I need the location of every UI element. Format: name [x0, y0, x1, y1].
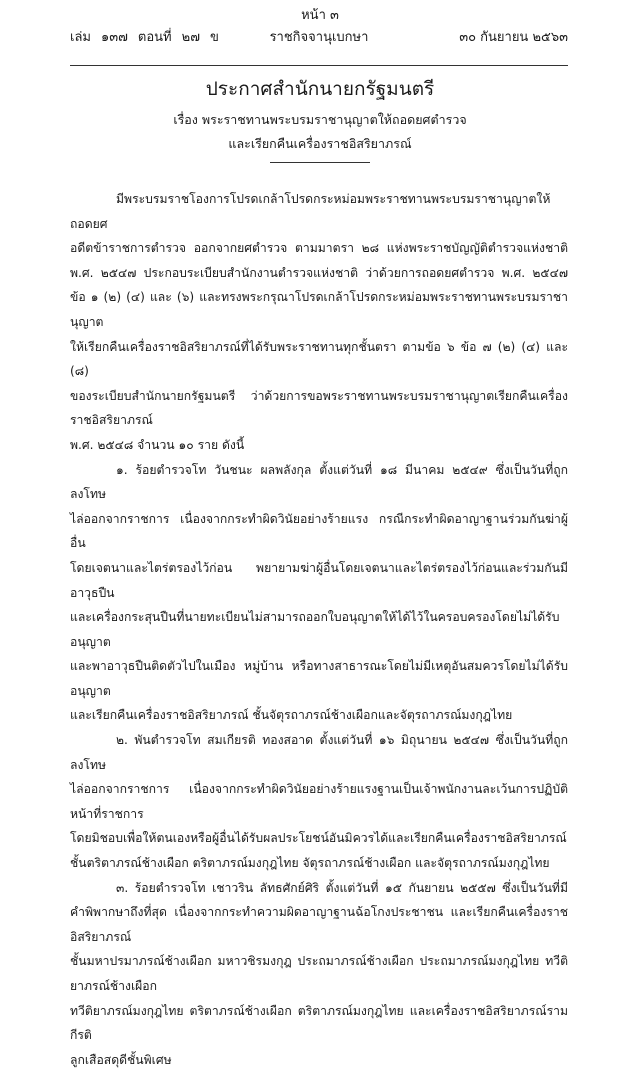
section-type: ข	[209, 30, 219, 45]
item-1-line: ๑. ร้อยตำรวจโท วันชนะ ผลพลังกุล ตั้งแต่วันที่ ๑๘ มีนาคม ๒๕๔๙ ซึ่งเป็นวันที่ถูกลงโทษ	[70, 462, 568, 502]
section-label: ตอนที่	[137, 30, 172, 45]
document-body	[70, 187, 568, 1072]
document-title: ประกาศสำนักนายกรัฐมนตรี	[205, 78, 435, 100]
intro-line: พ.ศ. ๒๕๔๘ จำนวน ๑๐ ราย ดังนี้	[70, 437, 245, 452]
intro-line: ของระเบียบสำนักนายกรัฐมนตรี ว่าด้วยการขอพระราชทานพระบรมราชานุญาตเรียกคืนเครื่องราชอิสริยาภรณ์	[70, 388, 568, 428]
volume-number: ๑๓๗	[100, 30, 128, 45]
intro-line: มีพระบรมราชโองการโปรดเกล้าโปรดกระหม่อมพระราชทานพระบรมราชานุญาตให้ถอดยศ	[70, 192, 551, 231]
section-number: ๒๗	[181, 30, 200, 45]
item-3-line: ลูกเสือสดุดีชั้นพิเศษ	[70, 1052, 172, 1067]
item-3-line: ทวีติยาภรณ์มงกุฎไทย ตริตาภรณ์ช้างเผือก ตริตาภรณ์มงกุฎไทย และเครื่องราชอิสริยาภรณ์รามกีรติ	[70, 1003, 568, 1043]
item-1-line: โดยเจตนาและไตร่ตรองไว้ก่อน พยายามฆ่าผู้อื่นโดยเจตนาและไตร่ตรองไว้ก่อนและร่วมกันมีอาวุธปืน	[70, 560, 568, 600]
intro-line: ข้อ ๑ (๒) (๔) และ (๖) และทรงพระกรุณาโปรดเกล้าโปรดกระหม่อมพระราชทานพระบรมราชานุญาต	[70, 290, 568, 329]
item-1-line: และพาอาวุธปืนติดตัวไปในเมือง หมู่บ้าน หรือทางสาธารณะโดยไม่มีเหตุอันสมควรโดยไม่ได้รับอนุญาต	[70, 659, 568, 698]
item-2-line: ๒. พันตำรวจโท สมเกียรติ ทองสอาด ตั้งแต่วันที่ ๑๖ มิถุนายน ๒๕๔๗ ซึ่งเป็นวันที่ถูกลงโทษ	[70, 733, 568, 772]
page-number: หน้า ๓	[301, 8, 339, 23]
document-subject	[0, 108, 640, 156]
subject-line-1: เรื่อง พระราชทานพระบรมราชานุญาตให้ถอดยศตำรวจ	[173, 112, 467, 127]
intro-line: พ.ศ. ๒๕๔๗ ประกอบระเบียบสำนักงานตำรวจแห่งชาติ ว่าด้วยการถอดยศตำรวจ พ.ศ. ๒๕๔๗	[70, 265, 568, 280]
publication-date: ๓๐ กันยายน ๒๕๖๓	[459, 30, 568, 45]
item-1-line: ไล่ออกจากราชการ เนื่องจากกระทำผิดวินัยอย่างร้ายแรง กรณีกระทำผิดอาญาฐานร่วมกันฆ่าผู้อื่น	[70, 511, 568, 551]
item-3-line: ๓. ร้อยตำรวจโท เชาวริน ลัทธศักย์ศิริ ตั้งแต่วันที่ ๑๕ กันยายน ๒๕๕๗ ซึ่งเป็นวันที่มี	[116, 880, 568, 895]
volume-label: เล่ม	[70, 30, 91, 45]
item-3-line: คำพิพากษาถึงที่สุด เนื่องจากกระทำความผิดอาญาฐานฉ้อโกงประชาชน และเรียกคืนเครื่องราชอิสริยาภรณ์	[70, 905, 568, 944]
subject-line-2: และเรียกคืนเครื่องราชอิสริยาภรณ์	[228, 136, 412, 151]
item-1-line: และเครื่องกระสุนปืนที่นายทะเบียนไม่สามารถออกใบอนุญาตให้ได้ไว้ในครอบครองโดยไม่ได้รับอนุญาต	[70, 610, 560, 649]
item-2-line: ชั้นตริตาภรณ์ช้างเผือก ตริตาภรณ์มงกุฎไทย จัตุรถาภรณ์ช้างเผือก และจัตุรถาภรณ์มงกุฎไทย	[70, 856, 550, 871]
header-rule	[70, 65, 568, 66]
item-3-line: ชั้นมหาปรมาภรณ์ช้างเผือก มหาวชิรมงกุฎ ประถมาภรณ์ช้างเผือก ประถมาภรณ์มงกุฎไทย ทวีติยาภรณ์ช้างเผือก	[70, 954, 568, 993]
item-2-line: ไล่ออกจากราชการ เนื่องจากกระทำผิดวินัยอย่างร้ายแรงฐานเป็นเจ้าพนักงานละเว้นการปฏิบัติหน้าที่ราชการ	[70, 782, 568, 821]
gazette-header	[70, 26, 568, 48]
gazette-name: ราชกิจจานุเบกษา	[269, 30, 369, 45]
intro-line: อดีตข้าราชการตำรวจ ออกจากยศตำรวจ ตามมาตรา ๒๘ แห่งพระราชบัญญัติตำรวจแห่งชาติ	[70, 241, 568, 256]
intro-line: ให้เรียกคืนเครื่องราชอิสริยาภรณ์ที่ได้รับพระราชทานทุกชั้นตรา ตามข้อ ๖ ข้อ ๗ (๒) (๔) และ (๘)	[70, 339, 568, 379]
title-divider	[270, 162, 370, 163]
item-1-line: และเรียกคืนเครื่องราชอิสริยาภรณ์ ชั้นจัตุรถาภรณ์ช้างเผือกและจัตุรถาภรณ์มงกุฎไทย	[70, 708, 513, 723]
item-2-line: โดยมิชอบเพื่อให้ตนเองหรือผู้อื่นได้รับผลประโยชน์อันมิควรได้และเรียกคืนเครื่องราชอิสริยาภรณ์	[70, 831, 567, 846]
